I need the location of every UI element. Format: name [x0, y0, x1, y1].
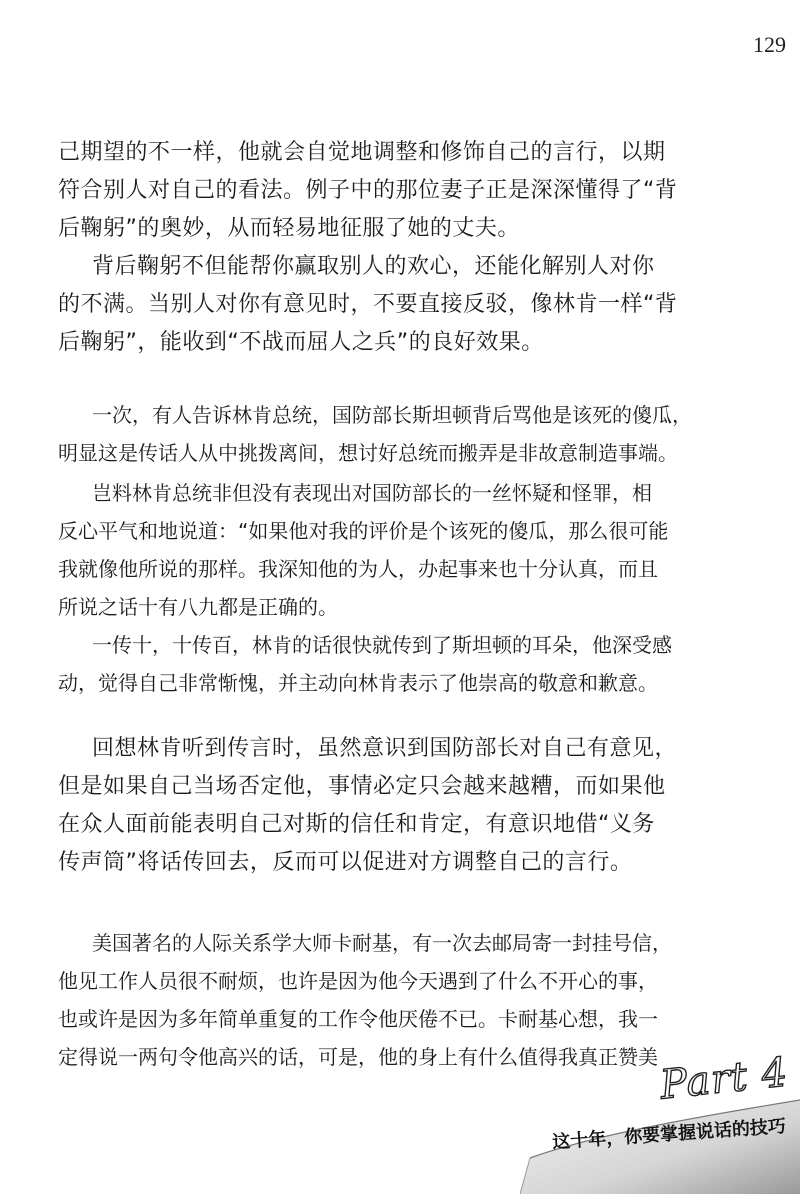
text-line: 传声筒”将话传回去，反而可以促进对方调整自己的言行。: [58, 850, 633, 875]
text-line: 我就像他所说的那样。我深知他的为人，办起事来也十分认真，而且: [58, 557, 658, 581]
text-line: 反心平气和地说道：“如果他对我的评价是个该死的傻瓜，那么很可能: [58, 519, 669, 543]
text-line: 一次，有人告诉林肯总统，国防部长斯坦顿背后骂他是该死的傻瓜，: [92, 403, 692, 427]
text-line: 定得说一两句令他高兴的话，可是，他的身上有什么值得我真正赞美: [58, 1045, 658, 1069]
text-line: 回想林肯听到传言时，虽然意识到国防部长对自己有意见，: [92, 736, 678, 761]
text-line: 美国著名的人际关系学大师卡耐基，有一次去邮局寄一封挂号信，: [92, 931, 672, 955]
chapter-subtitle: 这十年，你要掌握说话的技巧: [551, 1115, 787, 1154]
text-line: 在众人面前能表明自己对斯的信任和肯定，有意识地借“义务: [58, 812, 655, 837]
text-line: 己期望的不一样，他就会自觉地调整和修饰自己的言行，以期: [58, 140, 666, 165]
text-line: 动，觉得自己非常惭愧，并主动向林肯表示了他崇高的敬意和歉意。: [58, 671, 658, 695]
page-number: 129: [753, 32, 786, 57]
text-line: 所说之话十有八九都是正确的。: [58, 595, 338, 619]
text-line: 明显这是传话人从中挑拨离间，想讨好总统而搬弄是非故意制造事端。: [58, 441, 678, 465]
text-line: 符合别人对自己的看法。例子中的那位妻子正是深深懂得了“背: [58, 178, 678, 203]
text-line: 后鞠躬”，能收到“不战而屈人之兵”的良好效果。: [58, 330, 544, 355]
page-corner-badge: [520, 1040, 800, 1194]
text-line: 但是如果自己当场否定他，事情必定只会越来越糟，而如果他: [58, 774, 666, 799]
text-line: 岂料林肯总统非但没有表现出对国防部长的一丝怀疑和怪罪，相: [92, 481, 652, 505]
text-line: 的不满。当别人对你有意见时，不要直接反驳，像林肯一样“背: [58, 292, 678, 317]
text-line: 后鞠躬”的奥妙，从而轻易地征服了她的丈夫。: [58, 216, 520, 241]
part-label: Part 4: [657, 1049, 791, 1109]
text-line: 背后鞠躬不但能帮你赢取别人的欢心，还能化解别人对你: [92, 254, 655, 279]
text-line: 他见工作人员很不耐烦，也许是因为他今天遇到了什么不开心的事，: [58, 969, 658, 993]
text-line: 也或许是因为多年简单重复的工作令他厌倦不已。卡耐基心想，我一: [58, 1007, 658, 1031]
text-line: 一传十，十传百，林肯的话很快就传到了斯坦顿的耳朵，他深受感: [92, 633, 672, 657]
